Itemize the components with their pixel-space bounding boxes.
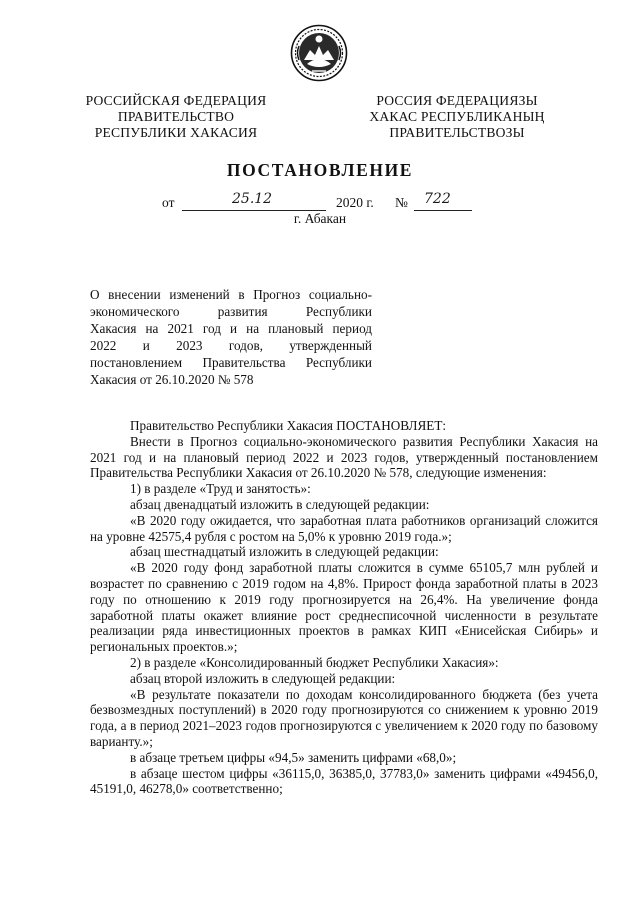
header-right-khakas	[362, 93, 552, 141]
body-paragraph: «В 2020 году фонд заработной платы сложится в сумме 65105,7 млн рублей и возрастет по сравнению с 2019 годом на 4,8%. Прирост фонда заработной платы в 2023 году по отношению к 2019 году прогнозируется на 26,4%. На увеличение фонда заработной платы окажет влияние рост среднесписочной численности в результате реализации ряда инвестиционных проектов в рамках КИП «Енисейская Сибирь» и региональных проектов.»;	[90, 560, 598, 655]
body-paragraph: «В результате показатели по доходам консолидированного бюджета (без учета безвозмездных поступлений) в 2020 году прогнозируются со снижением к уровню 2019 года, а в период 2021–2023 годов прогнозируются с увеличением к 2020 году по базовому варианту.»;	[90, 686, 598, 749]
subject-line: Хакасия на 2021 год и на плановый период	[90, 321, 372, 336]
header-left-line: ПРАВИТЕЛЬСТВО	[117, 109, 235, 124]
body-paragraph: в абзаце шестом цифры «36115,0, 36385,0, 37783,0» заменить цифрами «49456,0, 45191,0, 46278,0» соответственно;	[90, 765, 598, 797]
subject-line: экономического развития Республики	[90, 304, 372, 319]
coat-of-arms-emblem	[290, 24, 348, 82]
header-right-line: РОССИЯ ФЕДЕРАЦИЯЗЫ	[376, 93, 538, 108]
body-paragraph: 1) в разделе «Труд и занятость»:	[130, 481, 311, 497]
header-left-line: РОССИЙСКАЯ ФЕДЕРАЦИЯ	[85, 93, 267, 108]
body-paragraph: абзац второй изложить в следующей редакции:	[130, 670, 396, 686]
khakassia-coat-of-arms-icon	[290, 24, 348, 82]
handwritten-number: 722	[424, 191, 451, 207]
date-prefix: от	[162, 195, 175, 210]
subject-block	[90, 286, 372, 388]
header-left-line: РЕСПУБЛИКИ ХАКАСИЯ	[94, 125, 258, 140]
body-paragraph: абзац шестнадцатый изложить в следующей редакции:	[130, 544, 439, 560]
number-sign: №	[395, 195, 408, 210]
body-paragraph: Правительство Республики Хакасия ПОСТАНОВЛЯЕТ:	[130, 418, 447, 433]
body-paragraph: абзац двенадцатый изложить в следующей редакции:	[130, 496, 430, 512]
subject-line: О внесении изменений в Прогноз социально-	[90, 287, 372, 302]
handwritten-date: 25.12	[232, 191, 273, 207]
header-right-line: ПРАВИТЕЛЬСТВОЗЫ	[389, 125, 525, 140]
body-paragraph: «В 2020 году ожидается, что заработная плата работников организаций сложится на уровне 42575,4 рубля с ростом на 5,0% к уровню 2019 года.»;	[90, 512, 598, 544]
header-right-line: ХАКАС РЕСПУБЛИКАНЫҢ	[369, 109, 545, 124]
subject-line: постановлением Правительства Республики	[90, 355, 372, 370]
body-paragraph: Внести в Прогноз социально-экономического развития Республики Хакасия на 2021 год и на плановый период 2022 и 2023 годов, утвержденный постановлением Правительства Республики Хакасия от 26.10.2020 № 578, следующие изменения:	[90, 433, 598, 481]
subject-line: Хакасия от 26.10.2020 № 578	[90, 372, 254, 387]
document-title: ПОСТАНОВЛЕНИЕ	[226, 160, 414, 180]
document-body	[90, 418, 598, 797]
body-paragraph: 2) в разделе «Консолидированный бюджет Республики Хакасия»:	[130, 654, 499, 670]
city-name: г. Абакан	[293, 211, 347, 226]
body-paragraph: в абзаце третьем цифры «94,5» заменить цифрами «68,0»;	[130, 749, 457, 765]
date-year: 2020 г.	[336, 195, 374, 210]
header-left-russian	[72, 93, 280, 141]
subject-line: 2022 и 2023 годов, утвержденный	[90, 338, 372, 353]
